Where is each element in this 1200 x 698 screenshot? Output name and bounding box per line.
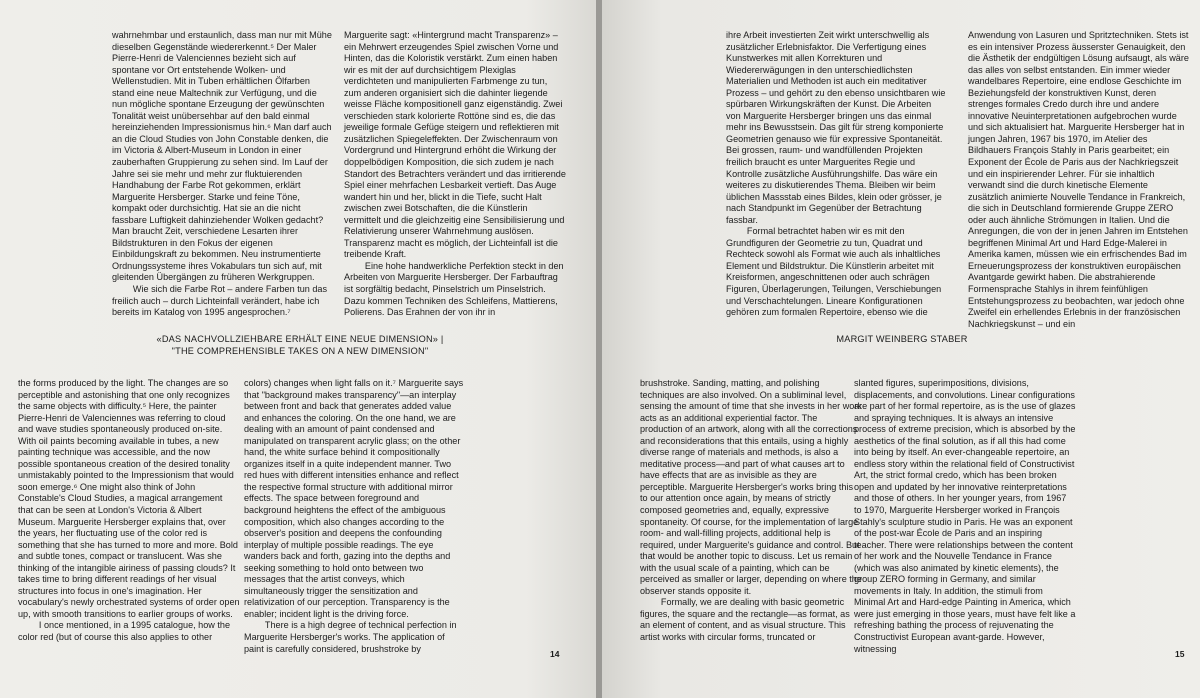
paragraph: the forms produced by the light. The changes are so perceptible and astonishing that one only recognizes the same objects with difficulty.⁵ Here, the painter Pierre-Henri de Valenciennes was referring to cloud and wave studies spontaneously produced on-site. With oil paints becoming available in tubes, a new painting technique was accessible, and the now possible spontaneous creation of the desired tonality unmistakably pointed to the Impressionism that would soon emerge.⁶ One might also think of John Constable's Cloud Studies, a magical arrangement that can be seen at London's Victoria & Albert Museum. Marguerite Hersberger explains that, over the years, her fluctuating use of the color red is something that she has turned to more and more. Bold and subtle tones, compact or translucent. Was she thinking of the intangible airiness of passing clouds? It takes time to bring different readings of her visual structures into focus in one's imagination. Her vocabulary's newly orchestrated systems of order open up, with smooth transitions to earlier groups of works. (18, 378, 240, 619)
page-number: 14 (550, 649, 560, 659)
right-page (602, 0, 1200, 698)
paragraph: Formally, we are dealing with basic geometric figures, the square and the rectangle—as format, as an element of content, and as visual structure. This artist works with circular forms, truncated or (640, 597, 850, 643)
paragraph: ihre Arbeit investierten Zeit wirkt unterschwellig als zusätzlicher Erlebnisfaktor. Die Verfertigung eines Kunstwerkes mit allen Korrekturen und Wiedererwägungen in den unterschiedlichsten Materialien und Methoden ist auch ein meditativer Prozess – und gehört zu den ebenso unsichtbaren wie spürbaren Wirkungskräften der Kunst. Die Arbeiten von Marguerite Hersberger bringen uns das einmal mehr ins Bewusstsein. Das gilt für streng komponierte Geometrien genauso wie für expressive Spontaneität. Bei grossen, raum- und wandfüllenden Projekten freilich braucht es unter Marguerites Regie und Kontrolle zusätzliche Ausführungshilfe. Das wäre ein weiteres zu diskutierendes Thema. Bleiben wir beim üblichen Massstab eines Bildes, klein oder grösser, je nach Standpunkt im Gegenüber der Betrachtung fassbar. (726, 30, 946, 225)
german-text-column-2 (344, 30, 566, 318)
paragraph: wahrnehmbar und erstaunlich, dass man nur mit Mühe dieselben Gegenstände wiedererkennt.⁵ Der Maler Pierre-Henri de Valenciennes bezieht sich auf spontane vor Ort entstehende Wolken- und Wellenstudien. Mit in Tuben erhältlichen Ölfarben stand eine neue Maltechnik zur Verfügung, und die nun mögliche spontane Erzeugung der gewünschten Tonalität weist unübersehbar auf den bald einmal hereinziehenden Impressionismus hin.⁶ Man darf auch an die Cloud Studies von John Constable denken, die im Victoria & Albert-Museum in London in einer zauberhaften Gruppierung zu sehen sind. Im Lauf der Jahre sei sie mehr und mehr zur fluktuierenden Handhabung der Farbe Rot gekommen, erklärt Marguerite Hersberger. Starke und feine Töne, kompakt oder durchsichtig. Hat sie an die nicht fassbare Luftigkeit dahinziehender Wolken gedacht? Man braucht Zeit, verschiedene Lesarten ihrer Bildstrukturen in den Fokus der eigenen Einbildungskraft zu bekommen. Neu instrumentierte Ordnungssysteme ihres Vokabulars tun sich auf, mit gleitenden Übergängen zu früheren Werkgruppen. (112, 30, 332, 283)
running-title-english: "THE COMPREHENSIBLE TAKES ON A NEW DIMENSION" (171, 346, 429, 356)
german-text-column-1 (726, 30, 948, 318)
paragraph: Wie sich die Farbe Rot – andere Farben tun das freilich auch – durch Lichteinfall verändert, habe ich bereits im Katalog von 1995 angesprochen.⁷ (112, 284, 328, 318)
paragraph: Formal betrachtet haben wir es mit den Grundfiguren der Geometrie zu tun, Quadrat und Rechteck sowohl als Format wie auch als inhaltliches Element und Bildstruktur. Die Künstlerin arbeitet mit Kreisformen, angeschnittenen oder auch schrägen Figuren, Überlagerungen, Teilungen, Verschiebungen und Verschachtelungen. Lineare Konfigurationen gehören zum formalen Repertoire, ebenso wie die (726, 226, 942, 318)
english-text-column-1 (640, 378, 862, 646)
english-text-column-1 (18, 378, 240, 646)
paragraph: Marguerite sagt: «Hintergrund macht Transparenz» – ein Mehrwert erzeugendes Spiel zwischen Vorne und Hinten, das die Koloristik verstärkt. Zum einen haben wir es mit der auf durchsichtigem Plexiglas verdichteten und manipulierten Farbmenge zu tun, zum anderen organisiert sich die dahinter liegende weisse Fläche kompositionell ganz eigenständig. Zwei verschieden stark kolorierte Rottöne sind es, die das jeweilige formale Gefüge steigern und reflektieren mit zusätzlichen Spiegeleffekten. Der Zwischenraum von Vordergrund und Hintergrund erhöht die Wirkung der doppelbödigen Komposition, die sich zudem je nach Standort des Betrachters verändert und das irritierende Spiel einer mehrfachen Lesbarkeit vertieft. Das Auge wandert hin und her, blickt in die Tiefe, sucht Halt zwischen zwei Botschaften, die die Künstlerin vermittelt und die gleichzeitig eine Sensibilisierung und Relativierung unserer Wahrnehmung auslösen. Transparenz macht es möglich, der Lichteinfall ist die treibende Kraft. (344, 30, 566, 260)
english-text-column-2 (854, 378, 1076, 654)
german-text-column-2 (968, 30, 1190, 329)
paragraph: Anwendung von Lasuren und Spritztechniken. Stets ist es ein intensiver Prozess äusserster Genauigkeit, den die Ästhetik der endgültigen Lösung aufsaugt, als wäre das alles von selbst entstanden. Ein immer wieder wandelbares Repertoire, eine endlose Geschichte im Beziehungsfeld der konstruktiven Kunst, deren strenges formales Credo durch ihre und andere innovative Neuinterpretationen aufgebrochen wurde und sich aktualisiert hat. Marguerite Hersberger hat in jungen Jahren, 1967 bis 1970, im Atelier des Bildhauers François Stahly in Paris gearbeitet; ein Exponent der École de Paris aus der Nachkriegszeit und ein inspirierender Lehrer. Für sie inhaltlich verwandt sind die durch kinetische Elemente zusätzlich animierte Nouvelle Tendance in Frankreich, die sich in Deutschland formierende Gruppe ZERO oder auch ähnliche Strömungen in Italien. Und die Anregungen, die von der in jenen Jahren im Entstehen begriffenen Minimal Art und Hard Edge-Malerei in Amerika kamen, müssen wie ein erfrischendes Bad im Erneuerungsprozess der konstruktiven europäischen Avantgarde gewirkt haben. Die abstrahierende Formensprache Stahlys in ihrem feinfühligen Entstehungsprozess zu beobachten, war jedoch ohne Zweifel ein erhellendes Erlebnis in der französischen Nachkriegskunst – und ein (968, 30, 1189, 329)
running-title (80, 333, 520, 357)
german-text-column-1 (112, 30, 334, 318)
page-number: 15 (1175, 649, 1185, 659)
paragraph: brushstroke. Sanding, matting, and polishing techniques are also involved. On a subliminal level, sensing the amount of time that she invests in her work acts as an additional experiential factor. The production of an artwork, along with all the corrections and reconsiderations that this entails, using a highly diverse range of materials and methods, is also a meditative process—and part of what causes art to have effects that are as invisible as they are perceptible. Marguerite Hersberger's works bring this to our attention once again, by means of strictly composed geometries and, equally, expressive spontaneity. Of course, for the implementation of large room- and wall-filling projects, additional help is required, under Marguerite's guidance and control. But that would be another topic to discuss. Let us remain with the usual scale of a painting, which can be perceived as smaller or larger, depending on where the observer stands opposite it. (640, 378, 862, 596)
paragraph: slanted figures, superimpositions, divisions, displacements, and convolutions. Linear configurations are part of her formal repertoire, as is the use of glazes and spraying techniques. It is always an intensive process of extreme precision, which is absorbed by the aesthetics of the final solution, as if all this had come into being by itself. An ever-changeable repertoire, an endless story within the relational field of Constructivist Art, the strict formal credo, which has been broken open and updated by her innovative reinterpretations and those of others. In her younger years, from 1967 to 1970, Marguerite Hersberger worked in François Stahly's sculpture studio in Paris. He was an exponent of the post-war École de Paris and an inspiring teacher. There were relationships between the content of her work and the Nouvelle Tendance in France (which was also animated by kinetic elements), the group ZERO forming in Germany, and similar movements in Italy. In addition, the stimuli from Minimal Art and Hard-edge Painting in America, which were just emerging in those years, must have felt like a refreshing bathing the process of rejuvenating the Constructivist European avant-garde. However, witnessing (854, 378, 1076, 654)
paragraph: There is a high degree of technical perfection in Marguerite Hersberger's works. The application of paint is carefully considered, brushstroke by (244, 620, 457, 654)
left-page (0, 0, 598, 698)
paragraph: Eine hohe handwerkliche Perfektion steckt in den Arbeiten von Marguerite Hersberger. Der Farbauftrag ist sorgfältig bedacht, Pinselstrich um Pinselstrich. Dazu kommen Techniken des Schleifens, Mattierens, Polierens. Das Erahnen der von ihr in (344, 260, 564, 318)
english-text-column-2 (244, 378, 466, 654)
running-title-german: «DAS NACHVOLLZIEHBARE ERHÄLT EINE NEUE DIMENSION» | (156, 334, 444, 344)
paragraph: I once mentioned, in a 1995 catalogue, how the color red (but of course this also applies to other (18, 620, 231, 643)
running-title-author: MARGIT WEINBERG STABER (836, 334, 968, 344)
paragraph: colors) changes when light falls on it.⁷ Marguerite says that "background makes transparency"—an interplay between front and back that generates added value and enhances the coloring. On the one hand, we are dealing with an amount of paint condensed and manipulated on transparent acrylic glass; on the other hand, the white surface behind it compositionally organizes itself in a quite independent manner. Two red hues with different intensities enhance and reflect the respective formal structure with additional mirror effects. The space between foreground and background heightens the effect of the ambiguous composition, which also changes according to the observer's position and deepens the confounding interplay of multiple possible readings. The eye wanders back and forth, gazing into the depths and seeking something to hold onto between two messages that the artist conveys, which simultaneously trigger the sensitization and relativization of our perception. Transparency is the enabler; incident light is the driving force. (244, 378, 464, 619)
